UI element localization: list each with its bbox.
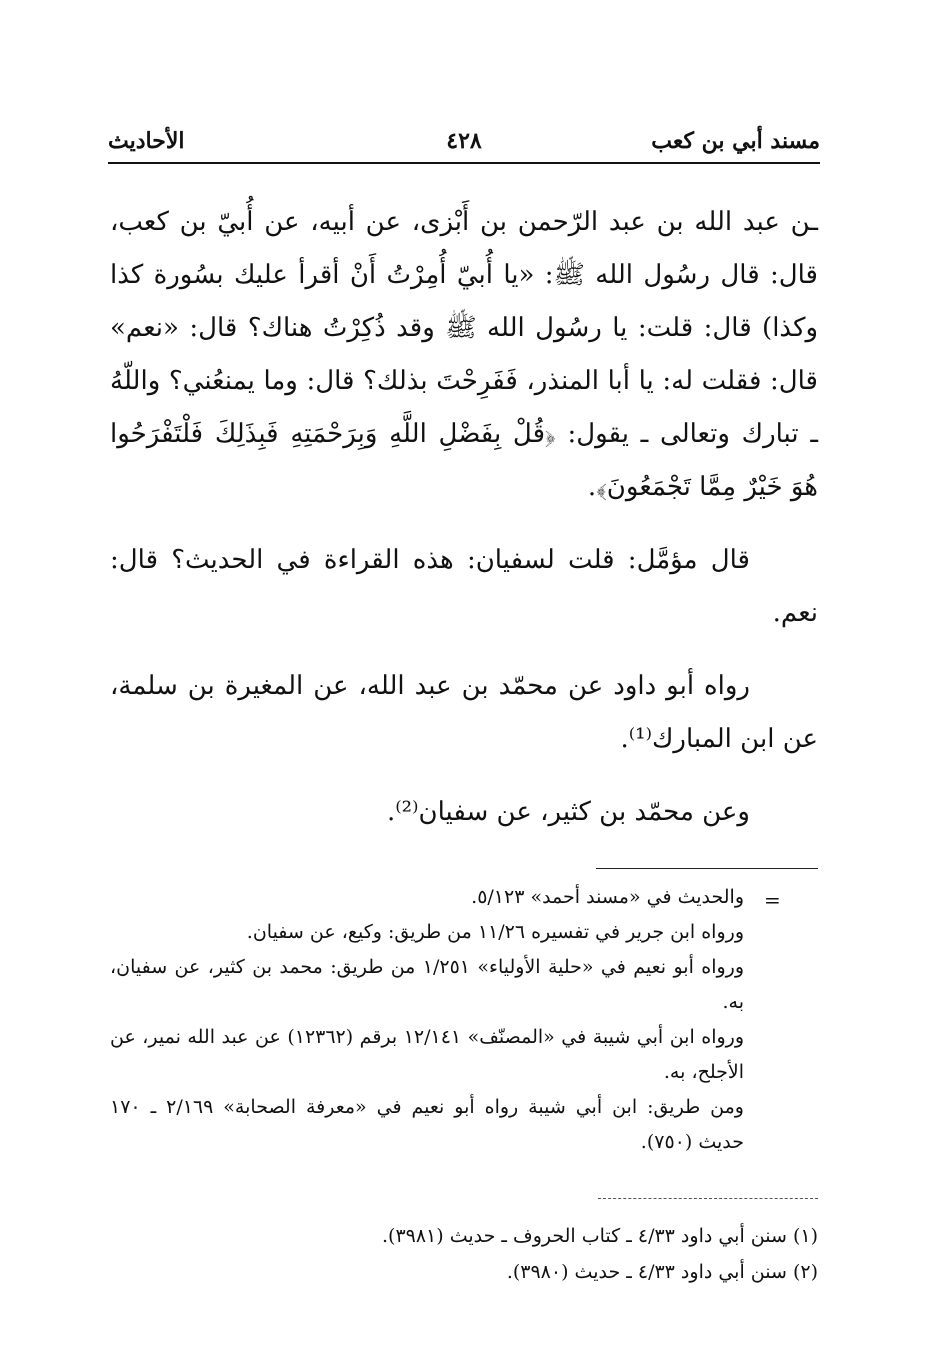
note-line: ورواه ابن أبي شيبة في «المصنّف» ١٢/١٤١ برقم (١٢٣٦٢) عن عبد الله نمير، عن الأجلح، به.	[110, 1026, 744, 1083]
header-section-title: الأحاديث	[108, 128, 185, 154]
note-line: والحديث في «مسند أحمد» ٥/١٢٣.	[471, 886, 744, 908]
main-text	[110, 196, 818, 839]
continued-notes	[110, 880, 744, 1160]
note-line: ومن طريق: ابن أبي شيبة رواه أبو نعيم في «معرفة الصحابة» ٢/١٦٩ ـ ١٧٠ حديث (٧٥٠).	[110, 1096, 744, 1153]
footnote-2: (٢) سنن أبي داود ٤/٣٣ ـ حديث (٣٩٨٠).	[506, 1261, 818, 1283]
footnote-1: (١) سنن أبي داود ٤/٣٣ ـ كتاب الحروف ـ حديث (٣٩٨١).	[381, 1225, 818, 1247]
page-number: ٤٢٨	[446, 128, 482, 154]
notes-divider	[596, 868, 818, 869]
narration-source-2: وعن محمّد بن كثير، عن سفيان⁽²⁾.	[387, 797, 750, 827]
note-line: ورواه أبو نعيم في «حلية الأولياء» ١/٢٥١ من طريق: محمد بن كثير، عن سفيان، به.	[110, 956, 744, 1013]
header-book-title: مسند أبي بن كعب	[651, 128, 820, 154]
running-header	[108, 118, 820, 164]
footnotes-divider	[598, 1198, 818, 1199]
narration-source: رواه أبو داود عن محمّد بن عبد الله، عن المغيرة بن سلمة، عن ابن المبارك⁽¹⁾.	[110, 671, 818, 754]
continuation-marker: =	[764, 888, 781, 912]
hadith-paragraph: ـن عبد الله بن عبد الرّحمن بن أَبْزى، عن أبيه، عن أُبيّ بن كعب، قال: قال رسُول الله ﷺ: «يا أُبيّ أُمِرْتُ أَنْ أقرأ عليك بسُورة كذا وكذا) قال: قلت: يا رسُول الله ﷺ وقد ذُكِرْتُ هناك؟ قال: «نعم» قال: فقلت له: يا أبا المنذر، فَفَرِحْتَ بذلك؟ قال: وما يمنعُني؟ واللّهُ ـ تبارك وتعالى ـ يقول: ﴿قُلْ بِفَضْلِ اللَّهِ وَبِرَحْمَتِهِ فَبِذَلِكَ فَلْتَفْرَحُوا هُوَ خَيْرٌ مِمَّا تَجْمَعُونَ﴾.	[110, 207, 819, 502]
footnotes	[110, 1218, 818, 1290]
narrator-comment: قال مؤمَّل: قلت لسفيان: هذه القراءة في الحديث؟ قال: نعم.	[110, 545, 818, 628]
note-line: ورواه ابن جرير في تفسيره ١١/٢٦ من طريق: وكيع، عن سفيان.	[246, 921, 744, 943]
